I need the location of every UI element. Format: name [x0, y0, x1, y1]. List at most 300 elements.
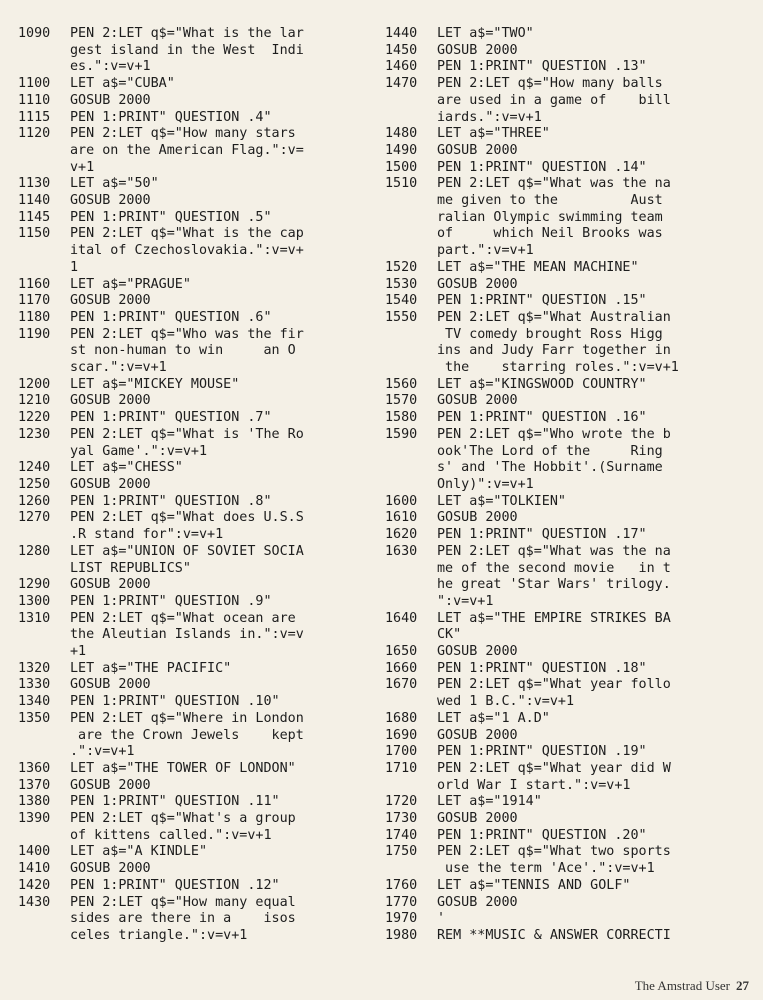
line-number	[18, 343, 70, 360]
code-line	[18, 477, 368, 494]
line-number: 1340	[18, 694, 51, 710]
code-text: PEN 2:LET q$="What is 'The Ro	[70, 426, 304, 442]
line-number	[18, 160, 70, 177]
code-text: ital of Czechoslovakia.":v=v+	[70, 243, 304, 259]
line-number: 1550	[385, 309, 418, 325]
line-number	[385, 577, 437, 594]
line-number: 1160	[18, 276, 51, 292]
code-text: LET a$="TENNIS AND GOLF"	[437, 877, 631, 893]
line-number: 1760	[385, 877, 418, 893]
code-text: PEN 2:LET q$="What was the na	[437, 543, 671, 559]
code-line	[385, 277, 747, 294]
code-text: PEN 2:LET q$="What two sports	[437, 844, 671, 860]
code-line	[385, 728, 747, 745]
line-number	[385, 594, 437, 611]
code-line	[385, 644, 747, 661]
code-line	[385, 577, 747, 594]
code-text: ralian Olympic swimming team	[437, 209, 663, 225]
code-text: PEN 2:LET q$="What Australian	[437, 309, 671, 325]
code-line	[18, 460, 368, 477]
code-text: the Aleutian Islands in.":v=v	[70, 627, 304, 643]
line-number	[385, 226, 437, 243]
line-number: 1430	[18, 894, 51, 910]
code-text: LET a$="MICKEY MOUSE"	[70, 376, 240, 392]
line-number: 1360	[18, 760, 51, 776]
code-text: st non-human to win an O	[70, 343, 296, 359]
code-text: PEN 1:PRINT" QUESTION .19"	[437, 744, 647, 760]
line-number: 1230	[18, 426, 51, 442]
line-number: 1090	[18, 26, 51, 41]
code-text: LET a$="TOLKIEN"	[437, 493, 566, 509]
code-text: PEN 2:LET q$="Who wrote the b	[437, 426, 671, 442]
code-text: .":v=v+1	[70, 744, 135, 760]
code-line	[18, 561, 368, 578]
line-number	[18, 527, 70, 544]
line-number: 1290	[18, 577, 51, 593]
code-line	[18, 277, 368, 294]
line-number	[18, 59, 70, 76]
code-line	[385, 327, 747, 344]
code-text: '	[437, 911, 446, 927]
line-number	[18, 728, 70, 745]
code-text: ook'The Lord of the Ring	[437, 443, 663, 459]
code-line	[385, 393, 747, 410]
code-line	[18, 594, 368, 611]
code-text: GOSUB 2000	[437, 811, 518, 827]
line-number: 1520	[385, 259, 418, 275]
code-line	[385, 561, 747, 578]
code-text: PEN 1:PRINT" QUESTION .15"	[437, 293, 647, 309]
code-text: PEN 1:PRINT" QUESTION .4"	[70, 109, 272, 125]
code-text: me given to the Aust	[437, 193, 663, 209]
code-text: LET a$="THE TOWER OF LONDON"	[70, 760, 296, 776]
line-number	[18, 828, 70, 845]
code-text: PEN 2:LET q$="How many stars	[70, 126, 296, 142]
line-number	[385, 360, 437, 377]
line-number: 1460	[385, 59, 418, 75]
code-line	[18, 677, 368, 694]
code-text: scar.":v=v+1	[70, 360, 167, 376]
code-line	[18, 59, 368, 76]
code-text: LET a$="50"	[70, 176, 159, 192]
code-text: GOSUB 2000	[70, 393, 151, 409]
line-number: 1700	[385, 744, 418, 760]
code-line	[385, 143, 747, 160]
line-number: 1170	[18, 293, 51, 309]
code-text: GOSUB 2000	[70, 293, 151, 309]
line-number: 1500	[385, 159, 418, 175]
line-number: 1180	[18, 309, 51, 325]
line-number: 1200	[18, 376, 51, 392]
code-text: of which Neil Brooks was	[437, 226, 663, 242]
code-text: GOSUB 2000	[437, 142, 518, 158]
code-line	[385, 26, 747, 43]
code-line	[18, 327, 368, 344]
code-text: PEN 1:PRINT" QUESTION .9"	[70, 593, 272, 609]
code-line	[385, 444, 747, 461]
code-line	[385, 410, 747, 427]
code-line	[385, 778, 747, 795]
line-number: 1400	[18, 844, 51, 860]
line-number: 1510	[385, 176, 418, 192]
line-number: 1390	[18, 811, 51, 827]
line-number	[385, 477, 437, 494]
code-line	[18, 577, 368, 594]
code-line	[18, 494, 368, 511]
line-number: 1220	[18, 410, 51, 426]
line-number: 1630	[385, 543, 418, 559]
code-text: PEN 2:LET q$="What ocean are	[70, 610, 296, 626]
code-text: PEN 2:LET q$="How many equal	[70, 894, 296, 910]
code-line	[385, 844, 747, 861]
code-text: GOSUB 2000	[437, 644, 518, 660]
code-text: the starring roles.":v=v+1	[437, 360, 679, 376]
code-line	[18, 544, 368, 561]
line-number: 1410	[18, 861, 51, 877]
code-line	[18, 861, 368, 878]
code-line	[18, 811, 368, 828]
line-number	[385, 627, 437, 644]
code-text: LIST REPUBLICS"	[70, 560, 191, 576]
code-text: use the term 'Ace'.":v=v+1	[437, 861, 655, 877]
line-number: 1350	[18, 710, 51, 726]
code-text: PEN 2:LET q$="What's a group	[70, 811, 296, 827]
line-number: 1620	[385, 527, 418, 543]
code-line	[18, 928, 368, 945]
page-footer	[635, 978, 749, 994]
code-line	[18, 744, 368, 761]
code-text: are used in a game of bill	[437, 92, 671, 108]
code-text: GOSUB 2000	[70, 861, 151, 877]
code-line	[385, 93, 747, 110]
line-number	[18, 43, 70, 60]
line-number: 1600	[385, 493, 418, 509]
code-text: LET a$="THE EMPIRE STRIKES BA	[437, 610, 671, 626]
code-text: ":v=v+1	[437, 593, 494, 609]
line-number: 1710	[385, 760, 418, 776]
code-text: GOSUB 2000	[70, 677, 151, 693]
code-text: CK"	[437, 627, 462, 643]
line-number: 1100	[18, 76, 51, 92]
code-line	[18, 110, 368, 127]
code-line	[18, 611, 368, 628]
line-number: 1570	[385, 393, 418, 409]
code-text: PEN 1:PRINT" QUESTION .6"	[70, 309, 272, 325]
code-text: GOSUB 2000	[437, 42, 518, 58]
line-number: 1210	[18, 393, 51, 409]
line-number	[18, 444, 70, 461]
line-number: 1980	[385, 927, 418, 943]
code-text: he great 'Star Wars' trilogy.	[437, 577, 671, 593]
code-line	[18, 310, 368, 327]
code-line	[18, 243, 368, 260]
line-number: 1660	[385, 660, 418, 676]
code-line	[385, 110, 747, 127]
code-line	[18, 644, 368, 661]
line-number	[385, 193, 437, 210]
code-line	[385, 928, 747, 945]
code-line	[18, 260, 368, 277]
code-text: PEN 1:PRINT" QUESTION .20"	[437, 827, 647, 843]
line-number: 1370	[18, 777, 51, 793]
line-number: 1270	[18, 510, 51, 526]
code-line	[385, 226, 747, 243]
code-line	[18, 828, 368, 845]
code-text: wed 1 B.C.":v=v+1	[437, 694, 575, 710]
code-text: LET a$="UNION OF SOVIET SOCIA	[70, 543, 304, 559]
line-number	[18, 644, 70, 661]
code-text: LET a$="PRAGUE"	[70, 276, 191, 292]
code-line	[385, 878, 747, 895]
line-number	[385, 243, 437, 260]
line-number: 1670	[385, 677, 418, 693]
line-number: 1250	[18, 476, 51, 492]
line-number: 1145	[18, 209, 51, 225]
code-line	[18, 43, 368, 60]
listing-column-left	[18, 26, 368, 945]
listing-column-right	[385, 26, 747, 945]
code-text: PEN 1:PRINT" QUESTION .16"	[437, 410, 647, 426]
line-number: 1470	[385, 76, 418, 92]
line-number: 1240	[18, 460, 51, 476]
line-number: 1750	[385, 844, 418, 860]
line-number	[385, 460, 437, 477]
code-text: PEN 1:PRINT" QUESTION .18"	[437, 660, 647, 676]
line-number: 1970	[385, 911, 418, 927]
code-line	[385, 260, 747, 277]
code-text: REM **MUSIC & ANSWER CORRECTI	[437, 927, 671, 943]
code-text: celes triangle.":v=v+1	[70, 927, 248, 943]
line-number	[385, 694, 437, 711]
code-text: LET a$="THREE"	[437, 126, 550, 142]
code-line	[18, 627, 368, 644]
line-number	[18, 561, 70, 578]
code-line	[385, 460, 747, 477]
code-line	[385, 343, 747, 360]
code-text: LET a$="KINGSWOOD COUNTRY"	[437, 376, 647, 392]
code-text: LET a$="THE PACIFIC"	[70, 660, 232, 676]
line-number: 1590	[385, 426, 418, 442]
code-line	[18, 427, 368, 444]
line-number: 1120	[18, 126, 51, 142]
line-number	[385, 93, 437, 110]
line-number	[385, 444, 437, 461]
code-text: gest island in the West Indi	[70, 42, 304, 58]
code-text: PEN 2:LET q$="What year did W	[437, 760, 671, 776]
code-line	[18, 76, 368, 93]
code-line	[385, 59, 747, 76]
code-line	[385, 310, 747, 327]
code-text: .R stand for":v=v+1	[70, 527, 224, 543]
code-text: LET a$="TWO"	[437, 26, 534, 41]
code-text: PEN 1:PRINT" QUESTION .8"	[70, 493, 272, 509]
code-line	[18, 694, 368, 711]
code-line	[385, 861, 747, 878]
code-line	[18, 444, 368, 461]
code-line	[18, 778, 368, 795]
code-text: orld War I start.":v=v+1	[437, 777, 631, 793]
code-text: of kittens called.":v=v+1	[70, 827, 272, 843]
code-line	[18, 844, 368, 861]
code-line	[385, 176, 747, 193]
line-number	[385, 778, 437, 795]
code-text: LET a$="1914"	[437, 794, 542, 810]
line-number: 1770	[385, 894, 418, 910]
line-number: 1260	[18, 493, 51, 509]
code-text: PEN 2:LET q$="How many balls	[437, 76, 663, 92]
line-number	[18, 627, 70, 644]
code-line	[385, 761, 747, 778]
code-line	[385, 677, 747, 694]
line-number: 1720	[385, 794, 418, 810]
code-text: PEN 1:PRINT" QUESTION .12"	[70, 877, 280, 893]
line-number: 1540	[385, 293, 418, 309]
code-line	[385, 811, 747, 828]
code-text: PEN 1:PRINT" QUESTION .11"	[70, 794, 280, 810]
code-line	[18, 26, 368, 43]
code-text: yal Game'.":v=v+1	[70, 443, 208, 459]
code-line	[385, 794, 747, 811]
code-line	[385, 711, 747, 728]
line-number: 1280	[18, 543, 51, 559]
code-line	[385, 293, 747, 310]
code-text: PEN 1:PRINT" QUESTION .10"	[70, 694, 280, 710]
code-text: sides are there in a isos	[70, 911, 296, 927]
line-number	[18, 243, 70, 260]
line-number	[18, 928, 70, 945]
line-number	[385, 343, 437, 360]
code-text: GOSUB 2000	[437, 894, 518, 910]
code-line	[18, 728, 368, 745]
line-number: 1740	[385, 827, 418, 843]
line-number	[385, 561, 437, 578]
code-text: PEN 2:LET q$="Who was the fir	[70, 326, 304, 342]
code-line	[18, 878, 368, 895]
code-text: GOSUB 2000	[70, 577, 151, 593]
line-number	[385, 210, 437, 227]
code-line	[385, 627, 747, 644]
line-number: 1490	[385, 142, 418, 158]
code-line	[385, 126, 747, 143]
code-text: 1	[70, 259, 79, 275]
code-line	[18, 510, 368, 527]
code-line	[18, 377, 368, 394]
code-text: es.":v=v+1	[70, 59, 151, 75]
code-text: GOSUB 2000	[70, 476, 151, 492]
code-line	[385, 895, 747, 912]
line-number	[385, 861, 437, 878]
code-line	[18, 226, 368, 243]
line-number: 1330	[18, 677, 51, 693]
code-line	[385, 594, 747, 611]
code-line	[18, 911, 368, 928]
line-number	[385, 327, 437, 344]
line-number: 1530	[385, 276, 418, 292]
code-line	[18, 210, 368, 227]
line-number: 1650	[385, 644, 418, 660]
code-line	[385, 377, 747, 394]
code-line	[18, 293, 368, 310]
code-line	[18, 143, 368, 160]
code-text: ins and Judy Farr together in	[437, 343, 671, 359]
line-number: 1320	[18, 660, 51, 676]
code-text: GOSUB 2000	[437, 393, 518, 409]
code-line	[18, 794, 368, 811]
line-number	[18, 143, 70, 160]
line-number: 1680	[385, 710, 418, 726]
code-text: GOSUB 2000	[437, 727, 518, 743]
line-number: 1640	[385, 610, 418, 626]
line-number: 1690	[385, 727, 418, 743]
code-text: TV comedy brought Ross Higg	[437, 326, 663, 342]
code-text: GOSUB 2000	[70, 193, 151, 209]
code-line	[385, 744, 747, 761]
code-line	[385, 76, 747, 93]
code-text: LET a$="THE MEAN MACHINE"	[437, 259, 639, 275]
line-number: 1140	[18, 193, 51, 209]
code-line	[18, 410, 368, 427]
code-text: v+1	[70, 159, 95, 175]
code-text: s' and 'The Hobbit'.(Surname	[437, 460, 663, 476]
line-number	[18, 260, 70, 277]
code-text: LET a$="CHESS"	[70, 460, 183, 476]
code-text: part.":v=v+1	[437, 243, 534, 259]
code-line	[18, 527, 368, 544]
line-number: 1115	[18, 109, 51, 125]
publication-name: The Amstrad User	[634, 978, 730, 993]
code-line	[385, 828, 747, 845]
code-text: LET a$="CUBA"	[70, 76, 175, 92]
code-text: LET a$="A KINDLE"	[70, 844, 208, 860]
code-line	[18, 711, 368, 728]
line-number: 1580	[385, 410, 418, 426]
line-number: 1150	[18, 226, 51, 242]
code-line	[18, 761, 368, 778]
code-line	[18, 193, 368, 210]
page-number: 27	[736, 978, 749, 993]
code-line	[18, 895, 368, 912]
code-text: me of the second movie in t	[437, 560, 671, 576]
line-number	[18, 911, 70, 928]
line-number: 1130	[18, 176, 51, 192]
code-line	[18, 126, 368, 143]
code-text: PEN 1:PRINT" QUESTION .17"	[437, 527, 647, 543]
code-line	[385, 510, 747, 527]
code-line	[385, 694, 747, 711]
code-line	[385, 611, 747, 628]
line-number: 1560	[385, 376, 418, 392]
code-text: GOSUB 2000	[70, 92, 151, 108]
line-number: 1480	[385, 126, 418, 142]
code-line	[385, 193, 747, 210]
code-line	[18, 661, 368, 678]
code-text: PEN 1:PRINT" QUESTION .5"	[70, 209, 272, 225]
code-line	[385, 661, 747, 678]
code-line	[385, 911, 747, 928]
line-number: 1300	[18, 593, 51, 609]
code-line	[385, 527, 747, 544]
code-text: GOSUB 2000	[70, 777, 151, 793]
line-number: 1440	[385, 26, 418, 41]
code-line	[385, 160, 747, 177]
code-text: PEN 2:LET q$="What year follo	[437, 677, 671, 693]
line-number	[18, 360, 70, 377]
code-text: PEN 2:LET q$="What does U.S.S	[70, 510, 304, 526]
line-number	[18, 744, 70, 761]
code-text: PEN 1:PRINT" QUESTION .14"	[437, 159, 647, 175]
code-line	[385, 544, 747, 561]
code-line	[385, 43, 747, 60]
